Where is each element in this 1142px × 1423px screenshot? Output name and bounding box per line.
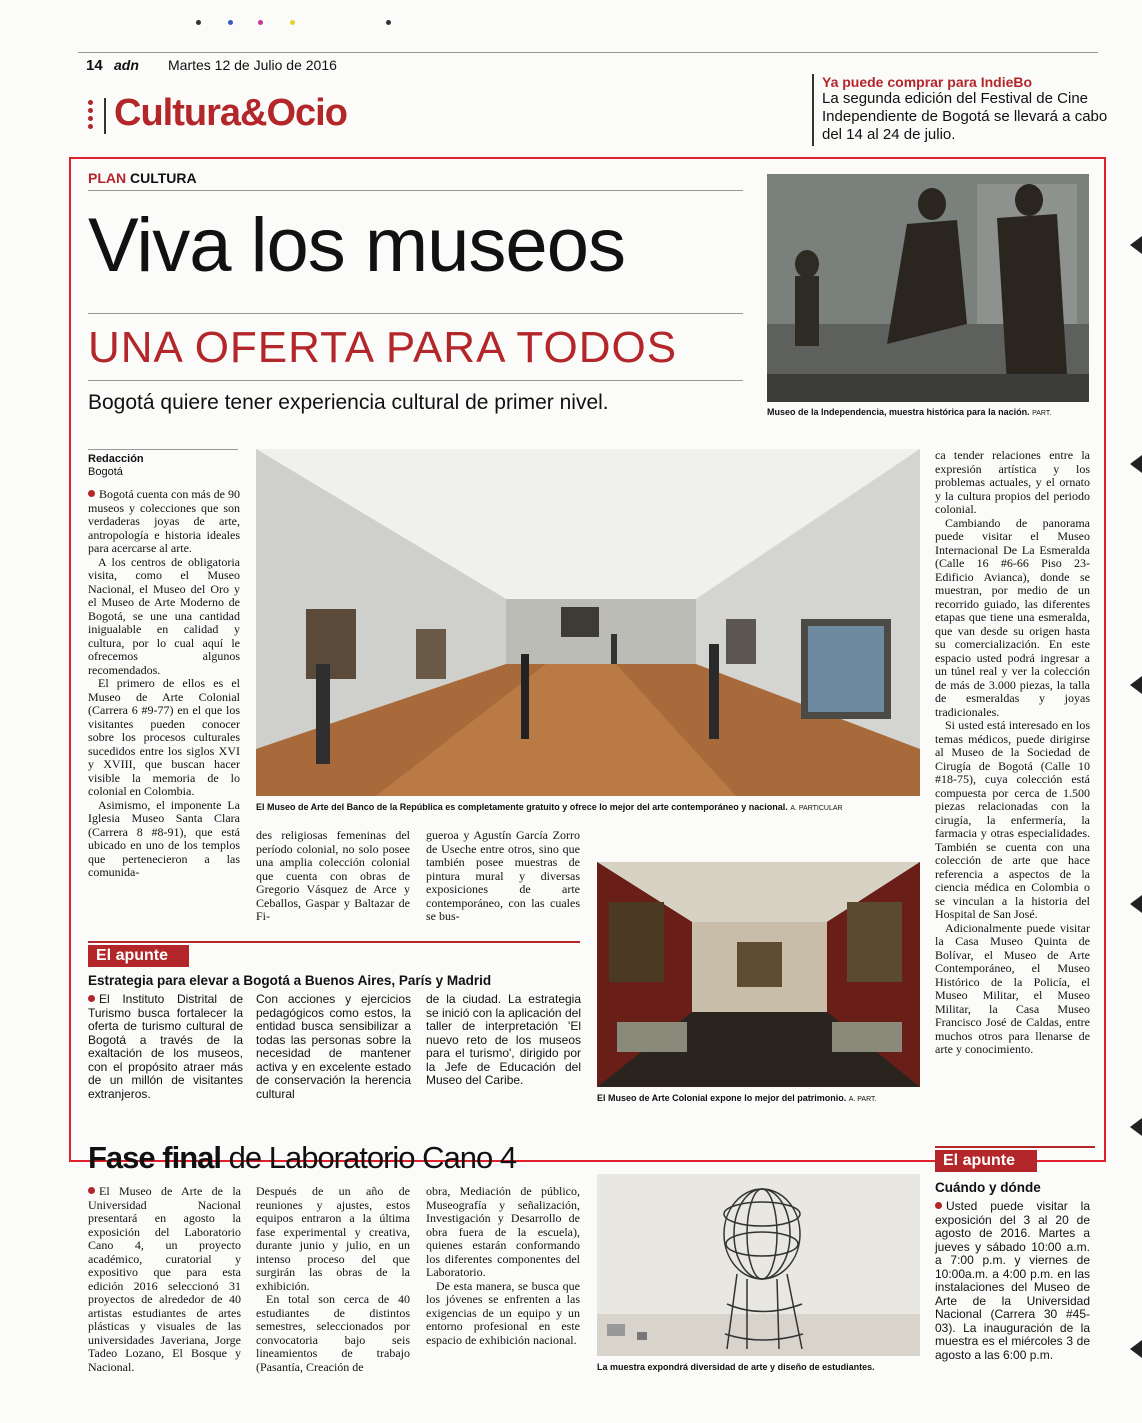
kicker xyxy=(88,170,197,186)
second-headline-rest: de Laboratorio Cano 4 xyxy=(228,1140,517,1175)
col4-p2: Cambiando de panorama puede visitar el Museo Internacional De La Esmeralda (Calle 16 #6-66 Piso 23-Edificio Avianca), donde se muestran, por medio de un recorrido guiado, las diferentes etapas que tiene una esmeralda, que van desde su origen hasta su comercialización. En este espacio usted podrá ingresar a un túnel real y ver la colección de más de 3.000 piezas, la talla de esmeraldas y joyas tradicionales. xyxy=(935,515,1090,719)
second-headline xyxy=(88,1140,516,1176)
section-title: Cultura&Ocio xyxy=(114,92,347,134)
article-col-1 xyxy=(88,488,240,928)
apunte1-col-3: de la ciudad. La estrategia se inició con la aplicación del taller de interpretación 'El nuevo reto de los museos para el turismo', dirigido por la Jefe de Educación del Museo del Caribe. xyxy=(426,992,581,1087)
photo-independence xyxy=(767,174,1089,402)
headline-rule xyxy=(88,313,743,314)
col1-p2: A los centros de obligatoria visita, como el Museo Nacional, el Museo del Oro y el Museo de Arte Moderno de Bogotá, se une una cantidad inigualable en calidad y cultura, por lo cual aquí le ofrecemos algunos recomendados. xyxy=(88,554,240,677)
edge-marker-5 xyxy=(1130,1118,1142,1136)
page-number: 14 xyxy=(86,57,103,74)
photo-banco-caption: El Museo de Arte del Banco de la República es completamente gratuito y ofrece lo mejor del arte contemporáneo y nacional. A. PARTICULAR xyxy=(256,802,843,812)
edge-marker-6 xyxy=(1130,1340,1142,1358)
apunte1-col-1: El Instituto Distrital de Turismo busca fortalecer la oferta de turismo cultural de Bogotá a través de la exaltación de los museos, con el propósito atraer más de un millón de visitantes extranjeros. xyxy=(88,992,243,1101)
col4-p1: ca tender relaciones entre la expresión artística y los problemas actuales, y el ornato y la cultura propios del periodo colonial. xyxy=(935,449,1090,516)
photo-arte-colonial xyxy=(597,862,920,1087)
second-col-2: Después de un año de reuniones y ajustes, estos equipos entraron a la última fase experimental y creativa, durante junio y julio, en un intenso proceso del que surgirán las obras de la exhibición. En total son cerca de 40 estudiantes de distintos semestres, seleccionados por convocatoria bajo seis lineamientos de trabajo (Pasantía, Creación de xyxy=(256,1184,410,1374)
photo-wire-caption: La muestra expondrá diversidad de arte y diseño de estudiantes. xyxy=(597,1362,875,1372)
byline xyxy=(88,449,238,479)
col1-p1: Bogotá cuenta con más de 90 museos y colecciones que son verdaderas joyas de arte, antropología e historia ideales para acercarse al arte. xyxy=(88,488,240,555)
headline: Viva los museos xyxy=(88,203,625,288)
section-divider xyxy=(104,98,106,134)
apunte1-tag: El apunte xyxy=(88,945,189,967)
photo-independence-caption: Museo de la Independencia, muestra histórica para la nación. PART. xyxy=(767,407,1052,417)
edge-marker-4 xyxy=(1130,895,1142,913)
kicker-rule xyxy=(88,190,743,191)
promo-text: La segunda edición del Festival de Cine Independiente de Bogotá se llevará a cabo del 14 al 24 de julio. xyxy=(822,90,1108,143)
kicker-plan: PLAN xyxy=(88,170,127,186)
edge-marker-2 xyxy=(1130,455,1142,473)
col4-p4: Adicionalmente puede visitar la Casa Museo Quinta de Bolívar, el Museo de Arte Contemporáneo, el Museo Histórico de la Policía, el Museo Militar, el Museo Militar, la Casa Museo Francisco José de Caldas, entre muchos otros para llenarse de arte y conocimiento. xyxy=(935,920,1090,1056)
section-dots xyxy=(88,100,94,134)
article-col-4 xyxy=(935,449,1090,1139)
article-col-3: gueroa y Agustín García Zorro de Useche entre otros, sino que también posee muestras de pintura mural y diversas exposiciones de arte contemporáneo, con las cuales se bus- xyxy=(426,828,580,923)
byline-location: Bogotá xyxy=(88,466,123,478)
subheadline-rule xyxy=(88,380,743,381)
apunte1-title: Estrategia para elevar a Bogotá a Buenos Aires, París y Madrid xyxy=(88,973,492,988)
apunte2-title: Cuándo y dónde xyxy=(935,1180,1041,1195)
subheadline: UNA OFERTA PARA TODOS xyxy=(88,323,678,372)
apunte1-rule xyxy=(88,941,580,943)
kicker-topic: CULTURA xyxy=(130,170,197,186)
second-col-3: obra, Mediación de público, Museografía y señalización, Investigación y Desarrollo de obra fuera de la escuela), quienes estarán conformando los diferentes componentes del Laboratorio. De esta manera, se busca que los jóvenes se enfrenten a las exigencias de un equipo y un entorno profesional en este espacio de exhibición nacional. xyxy=(426,1184,580,1347)
apunte2-text: Usted puede visitar la exposición del 3 al 20 de agosto de 2016. Martes a jueves y sábado 10:00 a.m. a 7:00 p.m. y viernes de 10:00a.m. a 4:00 p.m. en las instalaciones del Museo de Arte de la Universidad Nacional (Carrera 30 #45-03). La inauguración de la muestra es el miércoles 3 de agosto a las 6:00 p.m. xyxy=(935,1199,1090,1362)
photo-wire-sculpture xyxy=(597,1174,920,1356)
article-col-2: des religiosas femeninas del período colonial, no solo posee una amplia colección colonial que cuenta con obras de Gregorio Vásquez de Arce y Ceballos, Gaspar y Baltazar de Fi- xyxy=(256,828,410,923)
promo-box xyxy=(812,74,1112,146)
photo-banco-republica xyxy=(256,449,920,796)
edge-marker-3 xyxy=(1130,676,1142,694)
photo-colonial-caption: El Museo de Arte Colonial expone lo mejor del patrimonio. A. PART. xyxy=(597,1093,877,1103)
byline-author: Redacción xyxy=(88,453,144,465)
apunte1-col-2: Con acciones y ejercicios pedagógicos como estos, la entidad busca sensibilizar a todas las personas sobre la necesidad de mantener activa y en excelente estado de conservación la herencia cultural xyxy=(256,992,411,1101)
apunte2-rule xyxy=(935,1146,1095,1148)
promo-title: Ya puede comprar para IndieBo xyxy=(822,74,1033,90)
brand-logo: adn xyxy=(114,57,139,73)
deck: Bogotá quiere tener experiencia cultural de primer nivel. xyxy=(88,391,609,414)
col1-p4: Asimismo, el imponente La Iglesia Museo Santa Clara (Carrera 8 #8-91), que está ubicado en uno de los templos que pertenecieron a las comunida- xyxy=(88,797,240,879)
page-header xyxy=(78,52,1098,75)
col1-p3: El primero de ellos es el Museo de Arte Colonial (Carrera 6 #9-77) en el que los visitantes pueden conocer sobre los procesos culturales sucedidos entre los siglos XVI y XVIII, que buscan hacer visible la memoria de lo colonial en Colombia. xyxy=(88,676,240,798)
apunte2-tag: El apunte xyxy=(935,1150,1037,1172)
second-headline-bold: Fase final xyxy=(88,1140,221,1175)
issue-date: Martes 12 de Julio de 2016 xyxy=(168,57,337,73)
edge-marker-1 xyxy=(1130,236,1142,254)
col4-p3: Si usted está interesado en los temas médicos, puede dirigirse al Museo de la Sociedad de Cirugía de Bogotá (Calle 10 #18-75), cuya colección está compuesta por cerca de 1.500 piezas relacionadas con la cirugía, la enfermería, la farmacia y otras especialidades. También se cuenta con una colección de arte que hace referencia a aspectos de la ciencia médica en Colombia o se vinculan a la historia del Hospital de San José. xyxy=(935,718,1090,921)
registration-marks xyxy=(196,20,396,28)
second-col-1: El Museo de Arte de la Universidad Nacional presentará en agosto la exposición del Laboratorio Cano 4, un proyecto académico, curatorial y expositivo que para esta edición 2016 seleccionó 31 proyectos de alrededor de 40 artistas estudiantes de artes plásticas y visuales de las universidades Javeriana, Jorge Tadeo Lozano, El Bosque y Nacional. xyxy=(88,1184,241,1374)
